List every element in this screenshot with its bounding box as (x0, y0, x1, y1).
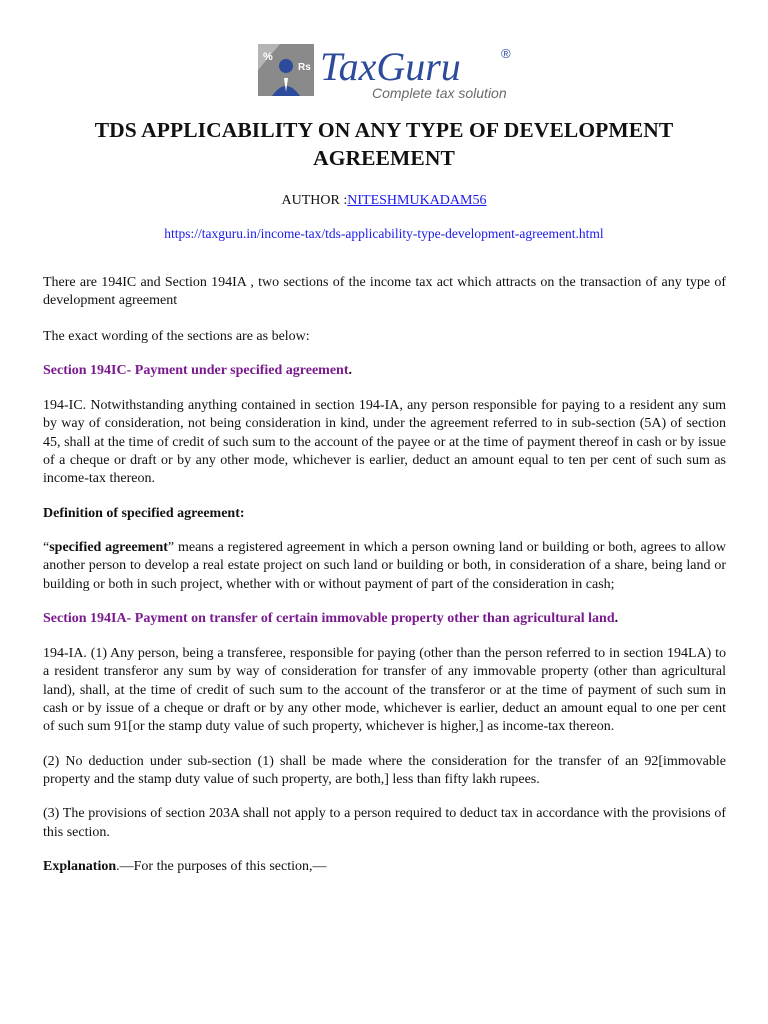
section-194ic-heading-text: Section 194IC- Payment under specified agreement (43, 362, 349, 378)
author-line (0, 192, 768, 210)
badge-rs-text: Rs (298, 62, 311, 73)
section-194ia-paragraph-3: (3) The provisions of section 203A shall not apply to a person required to deduct tax in accordance with the provisions of this section. (43, 806, 726, 840)
author-link[interactable]: NITESHMUKADAM56 (347, 193, 487, 208)
svg-text:%: % (263, 51, 273, 63)
wording-note: The exact wording of the sections are as below: (43, 328, 310, 344)
article-body (43, 274, 726, 892)
page-title: TDS APPLICABILITY ON ANY TYPE OF DEVELOPMENT AGREEMENT (94, 118, 674, 170)
registered-mark: ® (501, 46, 511, 61)
explanation-text: .—For the purposes of this section,— (116, 858, 327, 874)
section-194ia-paragraph-2: (2) No deduction under sub-section (1) shall be made where the consideration for the transfer of an 92[immovable property and the stamp duty value of such property, are both,] less than fifty lakh rupees. (43, 753, 726, 787)
section-194ia-heading-text: Section 194IA- Payment on transfer of certain immovable property other than agricultural land (43, 610, 615, 626)
section-194ic-heading: Section 194IC- Payment under specified agreement. (43, 362, 352, 378)
section-194ia-paragraph-1: 194-IA. (1) Any person, being a transferee, responsible for paying (other than the person referred to in section 194LA) to a resident transferor any sum by way of consideration for transfer of any immovable property (other than agricultural land), shall, at the time of credit of such sum to the account of the transferor or at the time of payment of such sum in cash or by issue of a cheque or draft or by any other mode, whichever is earlier, deduct an amount equal to one per cent of such sum 91[or the stamp duty value of such property, whichever is higher,] as income-tax thereon. (43, 646, 726, 735)
section-194ia-heading: Section 194IA- Payment on transfer of certain immovable property other than agricultural land. (43, 610, 619, 626)
brand-wordmark: TaxGuru (320, 44, 461, 89)
explanation-paragraph (43, 858, 726, 876)
intro-paragraph: There are 194IC and Section 194IA , two sections of the income tax act which attracts on the transaction of any type of development agreement (43, 275, 726, 309)
taxguru-logo[interactable] (254, 40, 516, 104)
author-label: AUTHOR : (281, 193, 348, 208)
definition-heading: Definition of specified agreement: (43, 505, 245, 521)
explanation-label: Explanation (43, 858, 117, 874)
definition-term: specified agreement (49, 539, 168, 555)
taxguru-logo-icon (254, 40, 516, 104)
article-url-link[interactable]: https://taxguru.in/income-tax/tds-applicability-type-development-agreement.html (164, 226, 604, 241)
section-194ic-paragraph: 194-IC. Notwithstanding anything contained in section 194-IA, any person responsible for paying to a resident any sum by way of consideration, not being consideration in kind, under the agreement referred to in sub-section (5A) of section 45, shall at the time of credit of such sum to the account of the payee or at the time of payment thereof in cash or by issue of a cheque or draft or by any other mode, whichever is earlier, deduct an amount equal to ten per cent of such sum as income-tax thereon. (43, 398, 726, 487)
logo-tagline: Complete tax solution (372, 85, 507, 101)
definition-text: means a registered agreement in which a person owning land or building or both, agrees to allow another person to develop a real estate project on such land or building or both, in consideration of a share, being land or building or both in such project, whether with or without payment of part of the consideration in cash; (43, 539, 726, 592)
definition-paragraph: “specified agreement” means a registered agreement in which a person owning land or building or both, agrees to allow another person to develop a real estate project on such land or building or both, in consideration of a share, being land or building or both in such project, whether with or without payment of part of the consideration in cash; (43, 539, 726, 592)
